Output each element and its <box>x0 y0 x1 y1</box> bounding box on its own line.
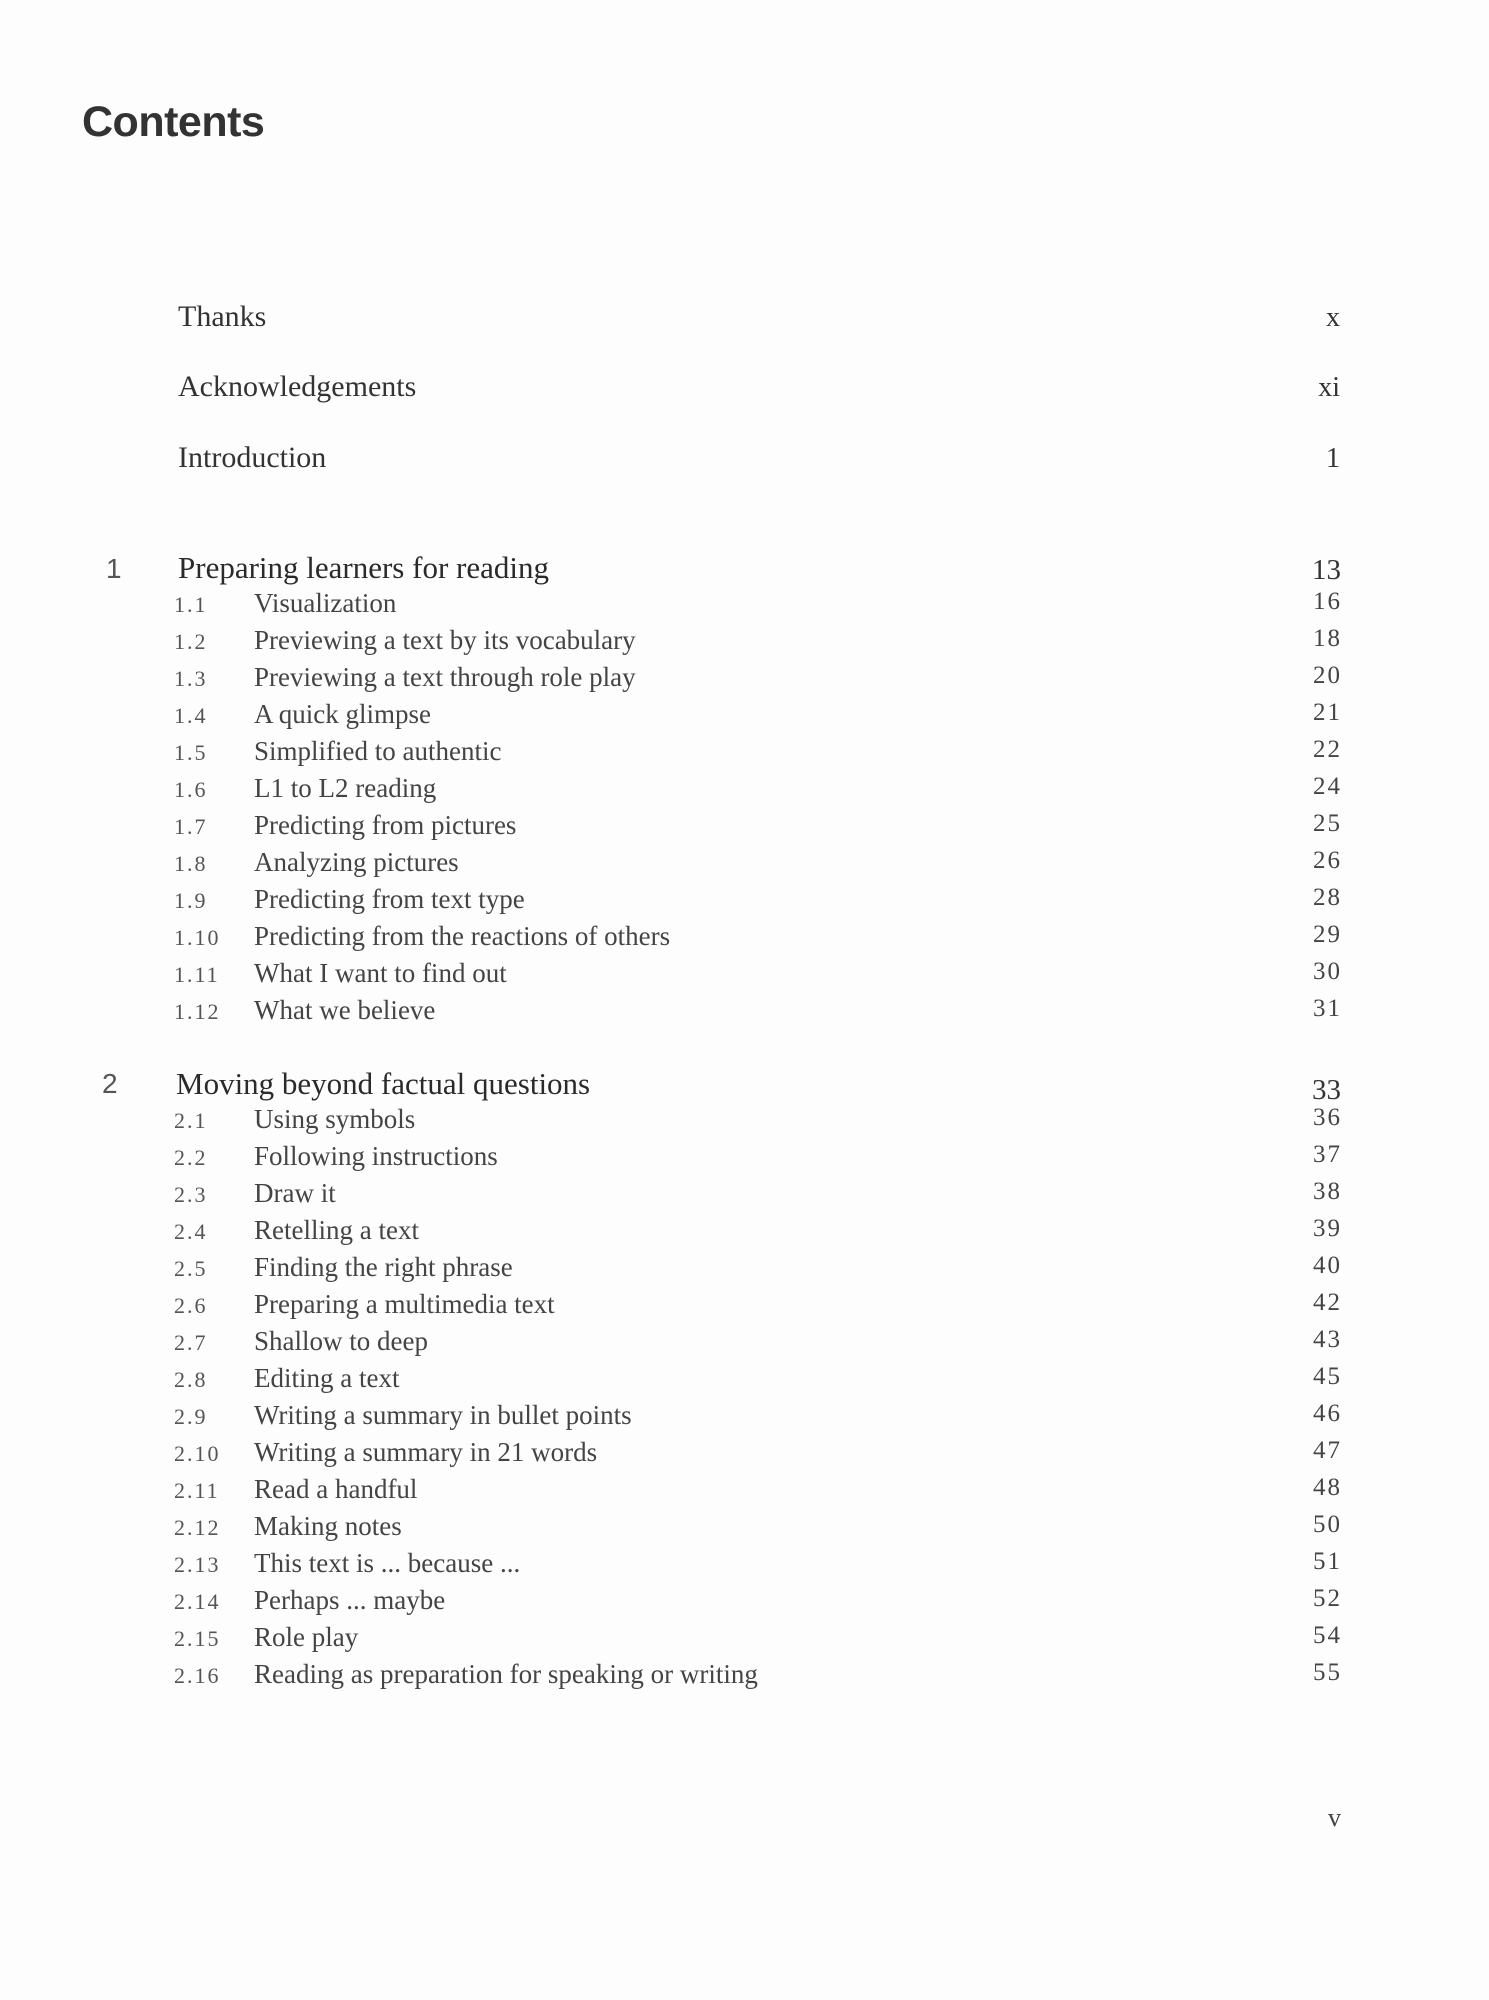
toc-entry[interactable] <box>174 921 1342 958</box>
entry-number: 2.12 <box>174 1515 221 1540</box>
toc-entry[interactable] <box>174 1363 1342 1400</box>
entry-title: A quick glimpse <box>254 699 431 729</box>
entry-page-number: 50 <box>1313 1511 1342 1538</box>
entry-title: Writing a summary in bullet points <box>254 1400 632 1430</box>
entry-number: 1.10 <box>174 925 221 950</box>
entry-page-number: 51 <box>1313 1548 1342 1575</box>
entry-title: What we believe <box>254 995 436 1025</box>
entry-title: This text is ... because ... <box>254 1548 521 1578</box>
toc-entry[interactable] <box>174 1141 1342 1178</box>
entry-title: Finding the right phrase <box>254 1252 513 1282</box>
entry-title: Making notes <box>254 1511 402 1541</box>
entry-title: Predicting from text type <box>254 884 525 914</box>
entry-title: Visualization <box>254 588 397 618</box>
entry-page-number: 43 <box>1313 1326 1342 1353</box>
entry-number: 1.9 <box>174 888 208 913</box>
toc-entry[interactable] <box>174 1548 1342 1585</box>
entry-number: 1.2 <box>174 629 208 654</box>
toc-entry[interactable] <box>174 1659 1342 1696</box>
toc-entry[interactable] <box>174 1178 1342 1215</box>
entry-number: 2.6 <box>174 1293 208 1318</box>
entry-page-number: 18 <box>1313 625 1342 652</box>
toc-entry[interactable] <box>174 1289 1342 1326</box>
toc-entry[interactable] <box>174 773 1342 810</box>
toc-entry[interactable] <box>174 736 1342 773</box>
entry-number: 2.9 <box>174 1404 208 1429</box>
toc-entry[interactable] <box>174 1400 1342 1437</box>
entry-page-number: 46 <box>1313 1400 1342 1427</box>
entry-number: 1.12 <box>174 999 221 1024</box>
entry-number: 2.14 <box>174 1589 221 1614</box>
entry-number: 1.8 <box>174 851 208 876</box>
entry-page-number: 54 <box>1313 1622 1342 1649</box>
toc-entry[interactable] <box>174 625 1342 662</box>
entry-title: Reading as preparation for speaking or writing <box>254 1659 758 1689</box>
entry-page-number: 24 <box>1313 773 1342 800</box>
entry-page-number: 47 <box>1313 1437 1342 1464</box>
entry-title: Following instructions <box>254 1141 498 1171</box>
entry-page-number: 21 <box>1313 699 1342 726</box>
entry-number: 2.5 <box>174 1256 208 1281</box>
toc-label: Acknowledgements <box>178 370 417 403</box>
entry-page-number: 39 <box>1313 1215 1342 1242</box>
entry-page-number: 31 <box>1313 995 1342 1022</box>
entry-title: Role play <box>254 1622 359 1652</box>
entry-title: Editing a text <box>254 1363 400 1393</box>
entry-page-number: 20 <box>1313 662 1342 689</box>
entry-page-number: 25 <box>1313 810 1342 837</box>
chapter-number: 1 <box>106 553 122 584</box>
entry-page-number: 28 <box>1313 884 1342 911</box>
toc-entry[interactable] <box>174 1252 1342 1289</box>
entry-number: 2.13 <box>174 1552 221 1577</box>
chapter-page-number: 13 <box>1312 554 1341 586</box>
toc-entry[interactable] <box>174 1511 1342 1548</box>
entry-title: Previewing a text by its vocabulary <box>254 625 636 655</box>
entry-number: 1.4 <box>174 703 208 728</box>
chapter-number: 2 <box>102 1068 118 1099</box>
entry-title: Read a handful <box>254 1474 418 1504</box>
toc-row-introduction[interactable] <box>178 441 1340 485</box>
chapter-1-entries <box>174 588 1342 1032</box>
entry-number: 1.1 <box>174 592 208 617</box>
entry-title: Writing a summary in 21 words <box>254 1437 598 1467</box>
entry-title: L1 to L2 reading <box>254 773 437 803</box>
entry-title: Retelling a text <box>254 1215 419 1245</box>
toc-entry[interactable] <box>174 810 1342 847</box>
toc-entry[interactable] <box>174 1104 1342 1141</box>
toc-entry[interactable] <box>174 699 1342 736</box>
entry-page-number: 22 <box>1313 736 1342 763</box>
entry-page-number: 40 <box>1313 1252 1342 1279</box>
entry-title: Previewing a text through role play <box>254 662 636 692</box>
entry-number: 2.1 <box>174 1108 208 1133</box>
entry-number: 2.7 <box>174 1330 208 1355</box>
entry-number: 2.16 <box>174 1663 221 1688</box>
toc-label: Thanks <box>178 300 267 333</box>
toc-label: Introduction <box>178 441 327 474</box>
toc-page-number: 1 <box>1326 443 1340 474</box>
toc-row-acknowledgements[interactable] <box>178 370 1340 414</box>
entry-number: 2.4 <box>174 1219 208 1244</box>
toc-page-number: x <box>1326 302 1340 333</box>
entry-title: Predicting from pictures <box>254 810 517 840</box>
entry-number: 2.11 <box>174 1478 220 1503</box>
toc-entry[interactable] <box>174 847 1342 884</box>
toc-entry[interactable] <box>174 662 1342 699</box>
toc-entry[interactable] <box>174 958 1342 995</box>
toc-entry[interactable] <box>174 588 1342 625</box>
entry-page-number: 36 <box>1313 1104 1342 1131</box>
toc-entry[interactable] <box>174 884 1342 921</box>
entry-number: 1.3 <box>174 666 208 691</box>
chapter-page-number: 33 <box>1312 1074 1341 1106</box>
entry-page-number: 30 <box>1313 958 1342 985</box>
entry-number: 1.7 <box>174 814 208 839</box>
entry-number: 2.15 <box>174 1626 221 1651</box>
chapter-2-entries <box>174 1104 1342 1696</box>
toc-entry[interactable] <box>174 1622 1342 1659</box>
page-folio: v <box>1328 1803 1341 1832</box>
entry-title: Draw it <box>254 1178 336 1208</box>
toc-entry[interactable] <box>174 1474 1342 1511</box>
entry-number: 2.8 <box>174 1367 208 1392</box>
chapter-title[interactable]: Moving beyond factual questions <box>176 1066 591 1101</box>
entry-title: Using symbols <box>254 1104 416 1134</box>
entry-title: Predicting from the reactions of others <box>254 921 671 951</box>
toc-entry[interactable] <box>174 1437 1342 1474</box>
toc-entry[interactable] <box>174 1585 1342 1622</box>
toc-row-thanks[interactable] <box>178 300 1340 344</box>
entry-page-number: 26 <box>1313 847 1342 874</box>
entry-number: 1.11 <box>174 962 220 987</box>
entry-page-number: 48 <box>1313 1474 1342 1501</box>
entry-page-number: 52 <box>1313 1585 1342 1612</box>
entry-number: 2.2 <box>174 1145 208 1170</box>
entry-page-number: 42 <box>1313 1289 1342 1316</box>
page-title: Contents <box>82 98 265 146</box>
toc-entry[interactable] <box>174 995 1342 1032</box>
entry-title: Perhaps ... maybe <box>254 1585 446 1615</box>
entry-title: Preparing a multimedia text <box>254 1289 555 1319</box>
chapter-title[interactable]: Preparing learners for reading <box>178 550 549 585</box>
entry-title: Analyzing pictures <box>254 847 459 877</box>
entry-page-number: 16 <box>1313 588 1342 615</box>
entry-number: 2.10 <box>174 1441 221 1466</box>
entry-page-number: 38 <box>1313 1178 1342 1205</box>
entry-title: Simplified to authentic <box>254 736 502 766</box>
entry-title: What I want to find out <box>254 958 507 988</box>
toc-page-number: xi <box>1318 372 1340 403</box>
entry-page-number: 55 <box>1313 1659 1342 1686</box>
entry-number: 1.5 <box>174 740 208 765</box>
entry-number: 2.3 <box>174 1182 208 1207</box>
entry-page-number: 37 <box>1313 1141 1342 1168</box>
toc-entry[interactable] <box>174 1326 1342 1363</box>
entry-title: Shallow to deep <box>254 1326 428 1356</box>
toc-entry[interactable] <box>174 1215 1342 1252</box>
entry-page-number: 29 <box>1313 921 1342 948</box>
entry-page-number: 45 <box>1313 1363 1342 1390</box>
entry-number: 1.6 <box>174 777 208 802</box>
